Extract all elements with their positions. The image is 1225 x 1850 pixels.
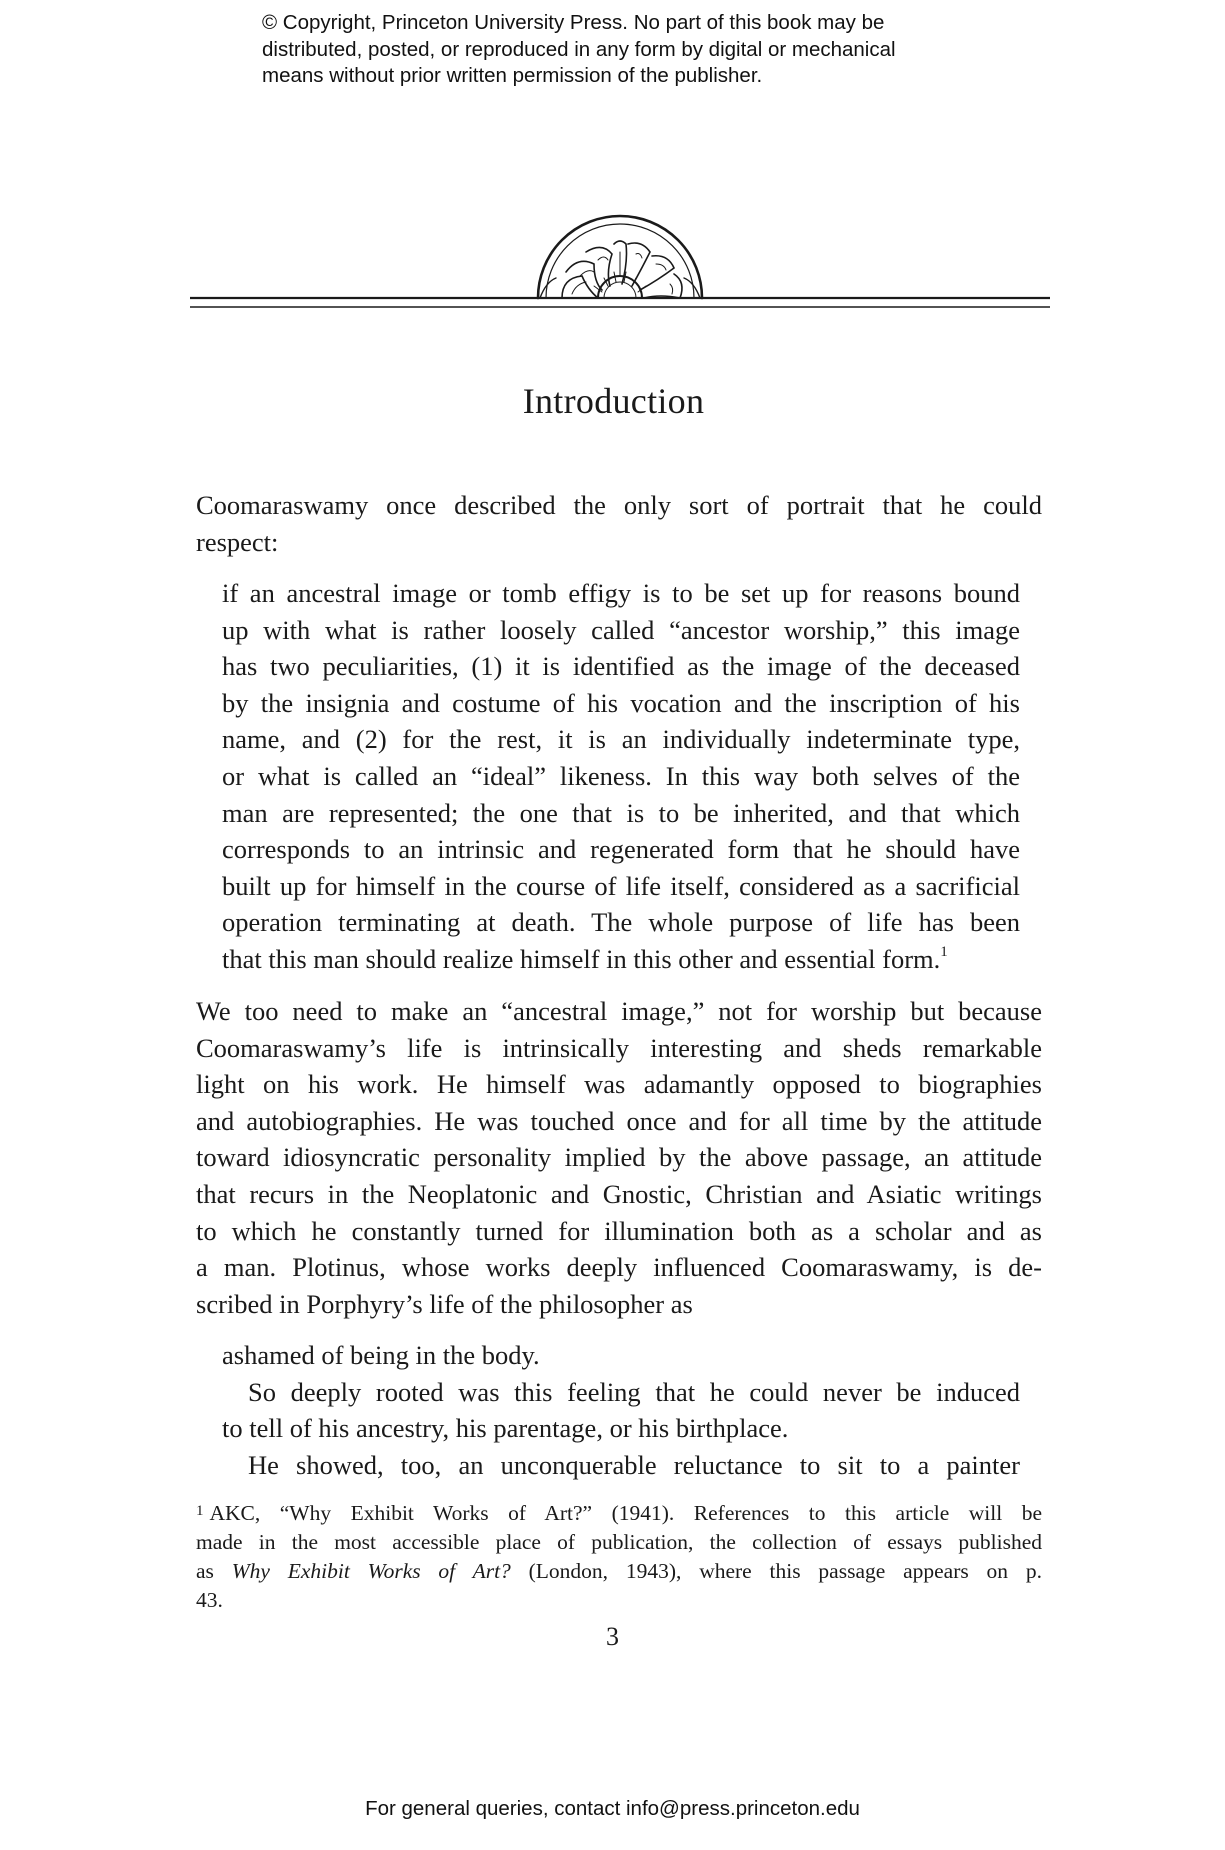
copyright-line: distributed, posted, or reproduced in any form by digital or mechanical — [262, 37, 896, 61]
text-line: toward idiosyncratic personality implied by the above passage, an attitude — [196, 1142, 1042, 1173]
quote-line: name, and (2) for the rest, it is an individually indeterminate type, — [222, 724, 1020, 755]
text-line: Coomaraswamy’s life is intrinsically interesting and sheds remarkable — [196, 1032, 1042, 1063]
text-line: Coomaraswamy once described the only sort of portrait that he could — [196, 490, 1042, 520]
quote-line: operation terminating at death. The whole purpose of life has been — [222, 907, 1020, 938]
quote-line: if an ancestral image or tomb effigy is to be set up for reasons bound — [222, 578, 1020, 608]
paragraph-opening — [196, 487, 1042, 560]
text-line: scribed in Porphyry’s life of the philosopher as — [196, 1288, 693, 1319]
quote-line: has two peculiarities, (1) it is identified as the image of the deceased — [222, 651, 1020, 682]
text-line: We too need to make an “ancestral image,” not for worship but because — [196, 996, 1042, 1026]
chapter-title: Introduction — [522, 381, 705, 421]
footnote-text: as — [196, 1559, 232, 1583]
text-line: a man. Plotinus, whose works deeply influenced Coomaraswamy, is de- — [196, 1252, 1042, 1283]
text-line: respect: — [196, 526, 279, 557]
text-line: light on his work. He himself was adamantly opposed to biographies — [196, 1069, 1042, 1100]
text-line: that recurs in the Neoplatonic and Gnostic, Christian and Asiatic writings — [196, 1178, 1042, 1209]
footnote-line — [196, 1497, 1042, 1528]
paragraph-body — [196, 993, 1042, 1322]
footnote-reference[interactable]: 1 — [940, 943, 948, 960]
block-quote — [222, 575, 1020, 978]
text-line: to which he constantly turned for illumination both as a scholar and as — [196, 1215, 1042, 1246]
quote-line: by the insignia and costume of his vocation and the inscription of his — [222, 687, 1020, 718]
copyright-line: © Copyright, Princeton University Press. No part of this book may be — [262, 11, 885, 34]
quote-line: man are represented; the one that is to be inherited, and that which — [222, 797, 1020, 828]
quote-line: up with what is rather loosely called “ancestor worship,” this image — [222, 614, 1020, 645]
quote-line: ashamed of being in the body. — [222, 1340, 540, 1370]
footnote-text: AKC, “Why Exhibit Works of Art?” (1941). References to this article will be — [209, 1501, 1042, 1525]
text-line: and autobiographies. He was touched once and for all time by the attitude — [196, 1105, 1042, 1136]
quote-line: that this man should realize himself in this other and essential form. — [222, 943, 941, 974]
footnote-marker: 1 — [196, 1503, 204, 1519]
quote-line: So deeply rooted was this feeling that he could never be induced — [248, 1376, 1020, 1407]
footnote-line: made in the most accessible place of publication, the collection of essays published — [196, 1530, 1042, 1554]
copyright-line: means without prior written permission of the publisher. — [262, 64, 763, 87]
quote-line: He showed, too, an unconquerable reluctance to sit to a painter — [248, 1449, 1020, 1480]
block-quote — [222, 1337, 1020, 1483]
footnote — [196, 1497, 1042, 1615]
footnote-line — [196, 1557, 1042, 1586]
chapter-ornament — [190, 210, 1050, 320]
copyright-notice — [262, 10, 962, 90]
footnote-line: 43. — [196, 1588, 223, 1612]
quote-line-final — [222, 941, 1020, 978]
quote-line: or what is called an “ideal” likeness. In this way both selves of the — [222, 760, 1020, 791]
contact-footer: For general queries, contact info@press.princeton.edu — [365, 1797, 860, 1820]
quote-line: to tell of his ancestry, his parentage, or his birthplace. — [222, 1413, 789, 1444]
quote-line: built up for himself in the course of life itself, considered as a sacrificial — [222, 870, 1020, 901]
footnote-text: (London, 1943), where this passage appears on p. — [510, 1559, 1042, 1583]
footnote-book-title: Why Exhibit Works of Art? — [231, 1559, 511, 1583]
quote-line: corresponds to an intrinsic and regenerated form that he should have — [222, 834, 1020, 865]
page-number: 3 — [606, 1622, 619, 1651]
